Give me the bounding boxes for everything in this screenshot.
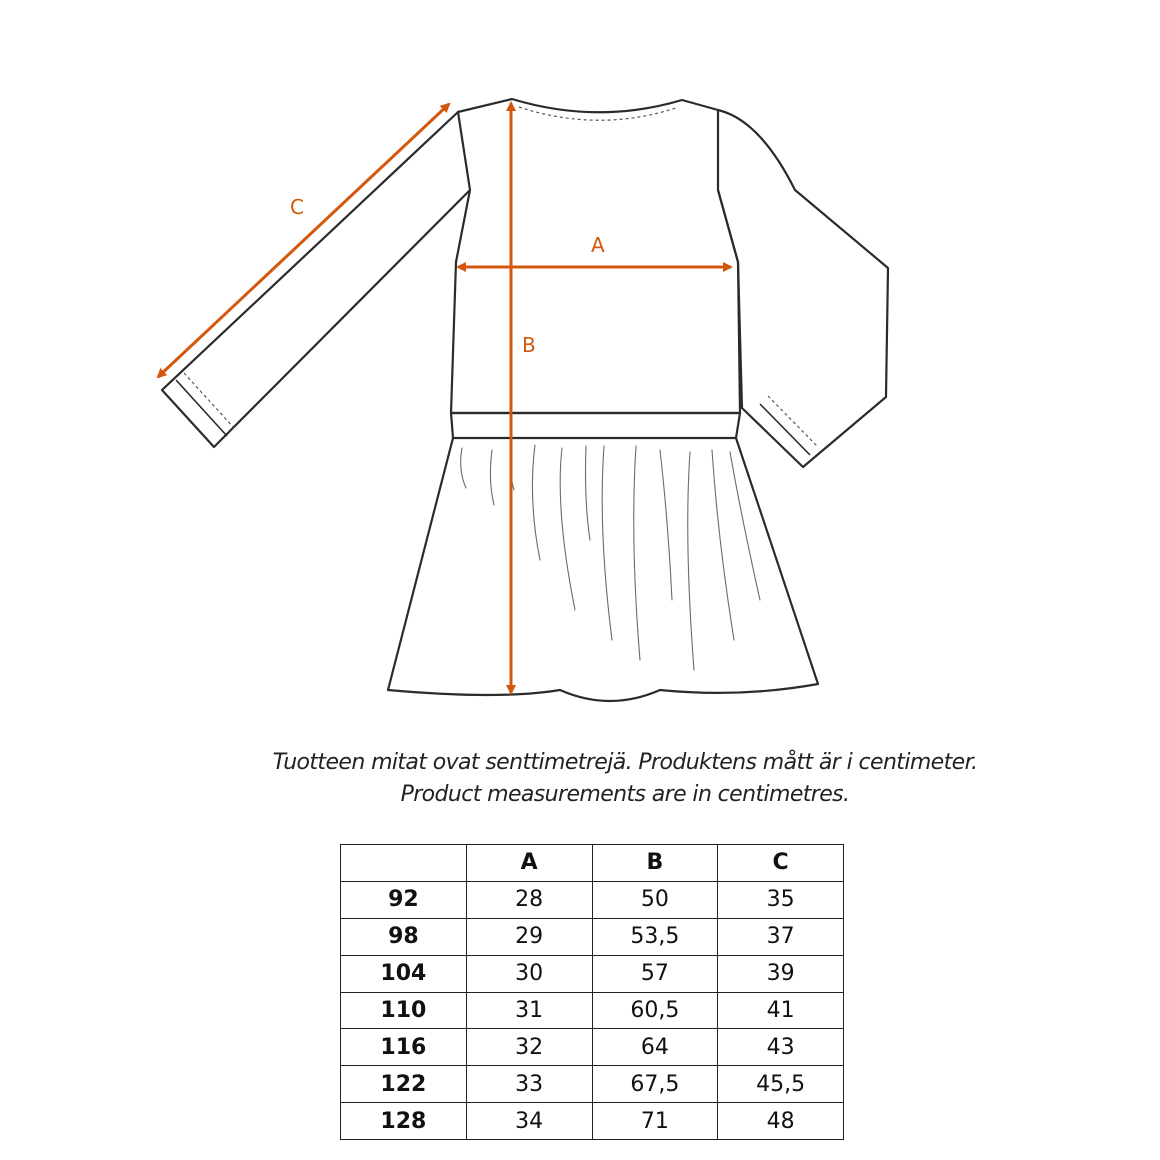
table-row	[341, 1066, 844, 1103]
right-sleeve-outline	[718, 110, 888, 467]
table-row	[341, 992, 844, 1029]
cell-c: 39	[718, 955, 844, 992]
left-sleeve-outline	[162, 112, 470, 447]
header-a: A	[466, 845, 592, 882]
cell-c: 35	[718, 881, 844, 918]
caption-line-2: Product measurements are in centimetres.	[400, 782, 850, 807]
table-row	[341, 1029, 844, 1066]
cell-b: 60,5	[592, 992, 718, 1029]
neckline-stitching	[519, 107, 676, 120]
header-c: C	[718, 845, 844, 882]
cell-size: 128	[341, 1103, 467, 1140]
cell-b: 53,5	[592, 918, 718, 955]
cell-b: 50	[592, 881, 718, 918]
cell-b: 71	[592, 1103, 718, 1140]
cell-size: 104	[341, 955, 467, 992]
cell-c: 41	[718, 992, 844, 1029]
cell-size: 122	[341, 1066, 467, 1103]
table-row	[341, 881, 844, 918]
cell-a: 34	[466, 1103, 592, 1140]
table-row	[341, 918, 844, 955]
label-c: C	[290, 195, 304, 219]
cell-b: 57	[592, 955, 718, 992]
measurement-line-c	[158, 104, 449, 377]
cell-a: 28	[466, 881, 592, 918]
table-header-row	[341, 845, 844, 882]
label-a: A	[591, 233, 605, 257]
cell-c: 37	[718, 918, 844, 955]
cell-a: 33	[466, 1066, 592, 1103]
cell-b: 64	[592, 1029, 718, 1066]
caption-line-1: Tuotteen mitat ovat senttimetrejä. Produktens mått är i centimeter.	[272, 750, 978, 775]
cell-b: 67,5	[592, 1066, 718, 1103]
label-b: B	[522, 333, 536, 357]
cell-c: 48	[718, 1103, 844, 1140]
cell-c: 43	[718, 1029, 844, 1066]
cell-a: 29	[466, 918, 592, 955]
cell-a: 32	[466, 1029, 592, 1066]
waistband-outline	[451, 413, 740, 438]
right-cuff-seam	[760, 404, 810, 455]
cell-a: 31	[466, 992, 592, 1029]
skirt-gather-folds	[461, 445, 760, 670]
table-row	[341, 1103, 844, 1140]
header-size	[341, 845, 467, 882]
cell-size: 116	[341, 1029, 467, 1066]
cell-c: 45,5	[718, 1066, 844, 1103]
left-cuff-seam	[176, 380, 227, 436]
cell-a: 30	[466, 955, 592, 992]
left-cuff-stitching	[184, 373, 234, 428]
table-row	[341, 955, 844, 992]
cell-size: 92	[341, 881, 467, 918]
cell-size: 98	[341, 918, 467, 955]
header-b: B	[592, 845, 718, 882]
cell-size: 110	[341, 992, 467, 1029]
size-chart-table	[340, 844, 844, 1140]
